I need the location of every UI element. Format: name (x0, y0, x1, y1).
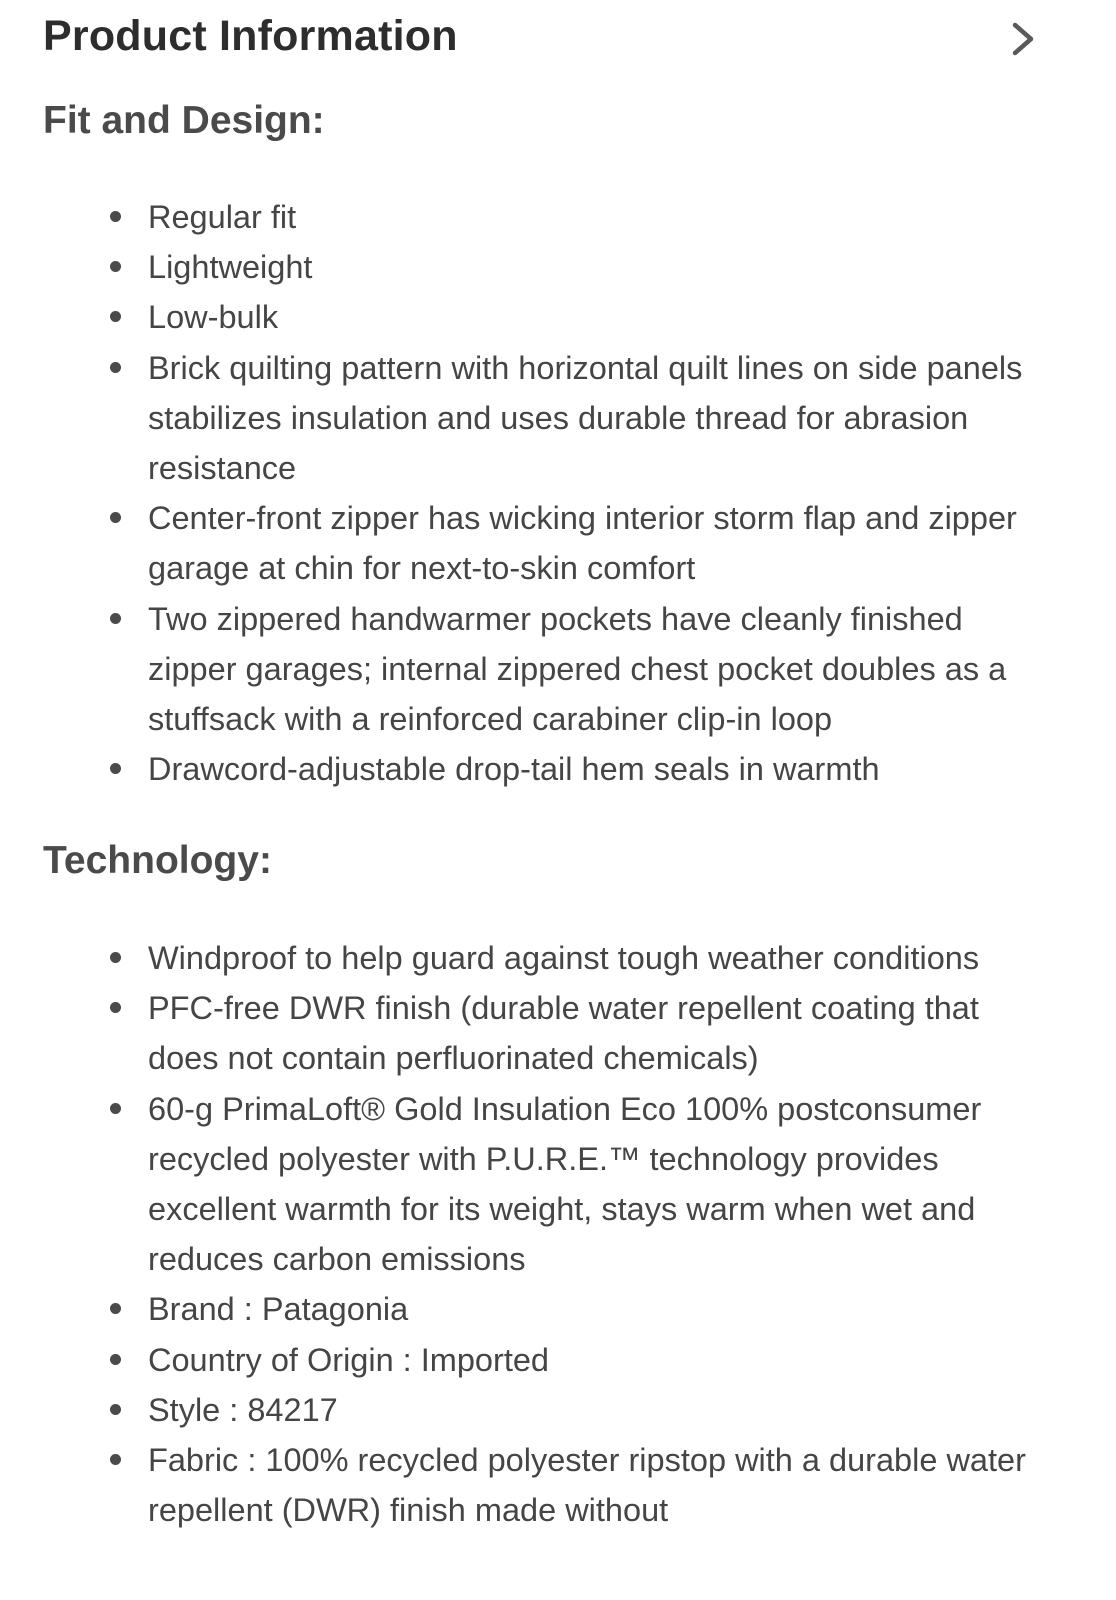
list-item-text: Brick quilting pattern with horizontal quilt lines on side panels stabilizes insulation and uses durable thread for abrasion resistance (148, 349, 1023, 487)
list-item (0, 983, 1116, 1083)
bullet-icon (110, 1002, 121, 1013)
bullet-icon (110, 763, 121, 774)
technology-list (0, 933, 1116, 1535)
list-item (0, 292, 1116, 342)
bullet-icon (110, 362, 121, 373)
list-item (0, 343, 1116, 494)
list-item-text: Brand : Patagonia (148, 1291, 409, 1328)
bullet-icon (110, 512, 121, 523)
chevron-right-icon[interactable] (1009, 22, 1037, 56)
list-item (0, 1335, 1116, 1385)
product-info-header[interactable] (43, 8, 1043, 64)
list-item-text: Country of Origin : Imported (148, 1341, 549, 1378)
list-item (0, 1284, 1116, 1334)
technology-heading: Technology: (43, 839, 272, 882)
list-item (0, 1385, 1116, 1435)
page-title: Product Information (43, 12, 458, 60)
list-item-text: Two zippered handwarmer pockets have cleanly finished zipper garages; internal zippered chest pocket doubles as a stuffsack with a reinforced carabiner clip-in loop (148, 600, 1007, 738)
list-item-text: Low-bulk (148, 299, 279, 336)
list-item (0, 1084, 1116, 1285)
bullet-icon (110, 261, 121, 272)
list-item-text: Center-front zipper has wicking interior storm flap and zipper garage at chin for next-to-skin comfort (148, 500, 1017, 587)
bullet-icon (110, 1303, 121, 1314)
bullet-icon (110, 311, 121, 322)
list-item-text: PFC-free DWR finish (durable water repellent coating that does not contain perfluorinated chemicals) (148, 990, 979, 1077)
list-item (0, 744, 1116, 794)
list-item-text: Regular fit (148, 199, 297, 235)
list-item-text: Windproof to help guard against tough weather conditions (148, 940, 980, 976)
list-item (0, 493, 1116, 593)
list-item-text: Drawcord-adjustable drop-tail hem seals in warmth (148, 751, 880, 788)
list-item (0, 242, 1116, 292)
list-item-text: 60-g PrimaLoft® Gold Insulation Eco 100% postconsumer recycled polyester with P.U.R.E.™ technology provides excellent warmth for its weight, stays warm when wet and reduces carbon emissions (148, 1090, 982, 1278)
list-item (0, 192, 1116, 242)
fit-design-list (0, 192, 1116, 794)
list-item-text: Lightweight (148, 249, 313, 286)
bullet-icon (110, 1103, 121, 1114)
list-item (0, 594, 1116, 745)
fit-design-heading: Fit and Design: (43, 99, 325, 142)
bullet-icon (110, 1404, 121, 1415)
bullet-icon (110, 1454, 121, 1465)
list-item-text: Style : 84217 (148, 1391, 338, 1428)
list-item (0, 933, 1116, 983)
bullet-icon (110, 952, 121, 963)
list-item (0, 1435, 1116, 1535)
bullet-icon (110, 613, 121, 624)
list-item-text: Fabric : 100% recycled polyester ripstop with a durable water repellent (DWR) finish made without (148, 1442, 1026, 1529)
bullet-icon (110, 211, 121, 222)
bullet-icon (110, 1354, 121, 1365)
